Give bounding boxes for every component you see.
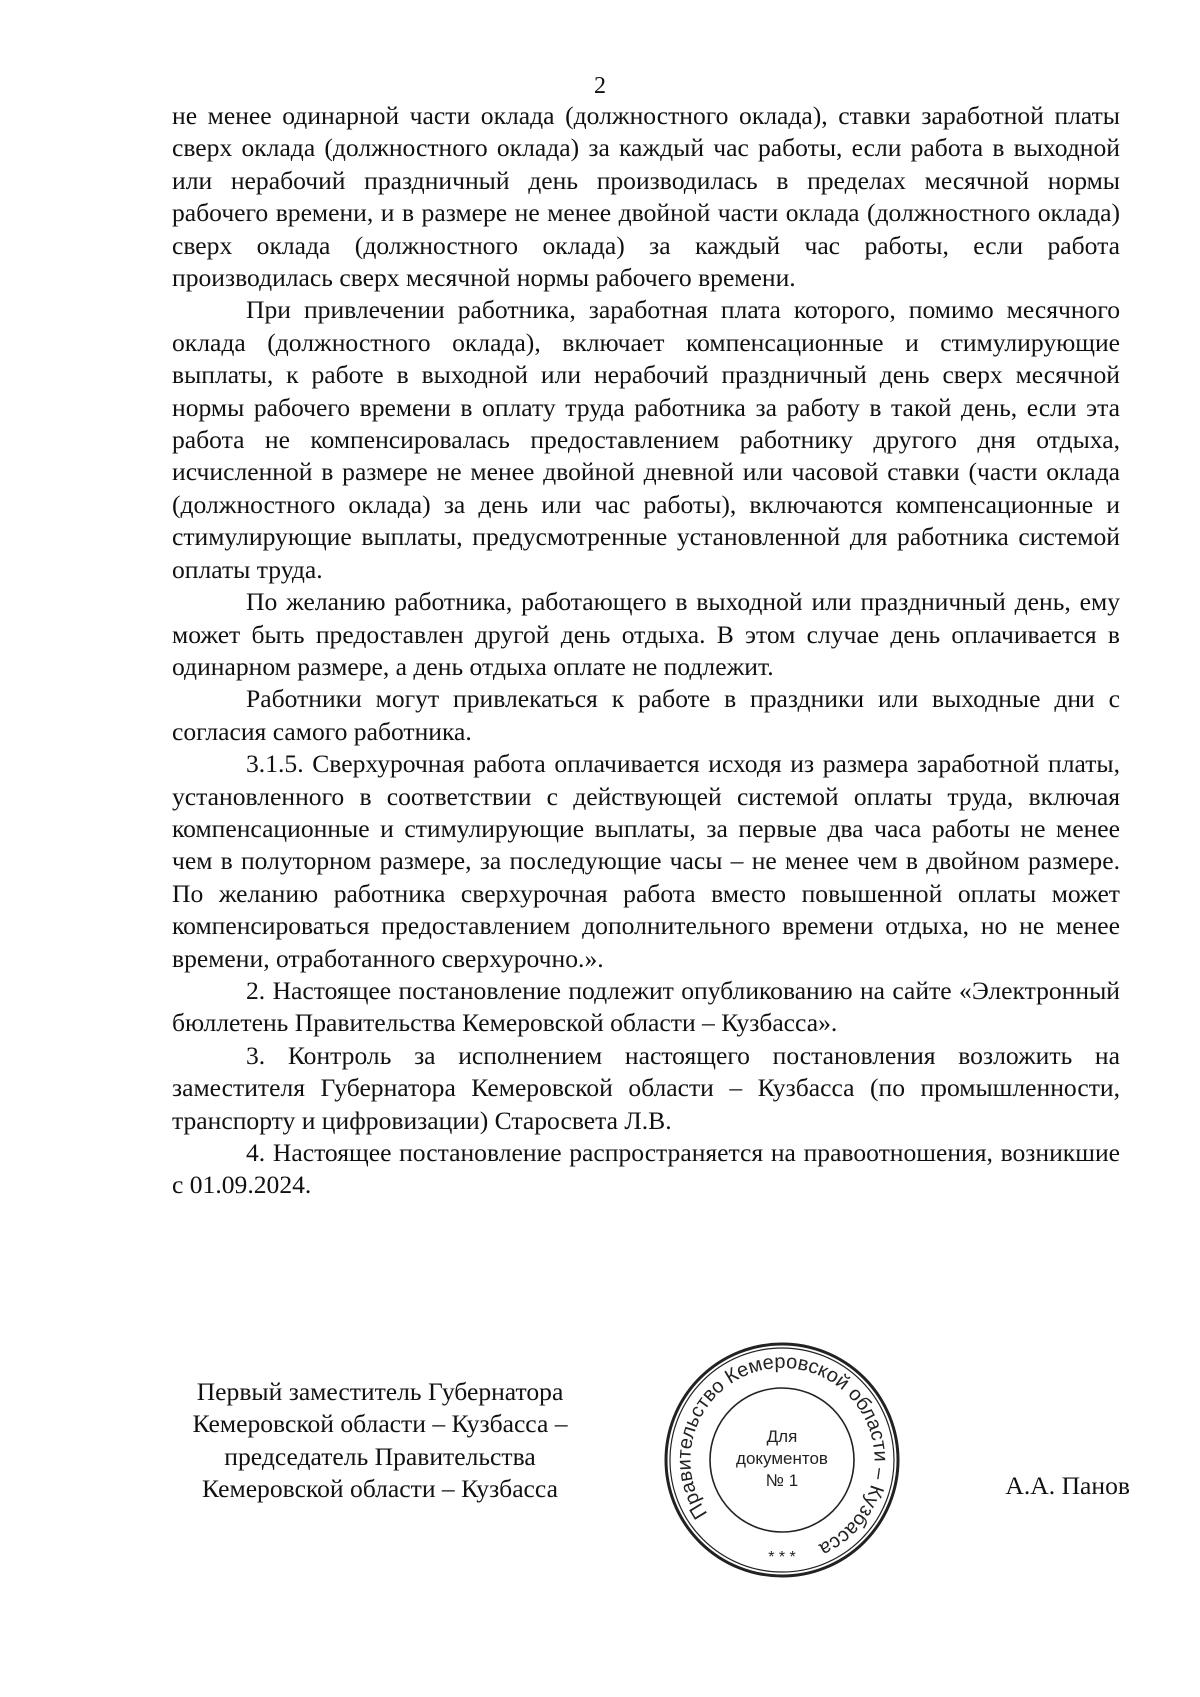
seal-bottom-mark: * * * [768,1549,796,1566]
seal-center-line: документов [736,1449,828,1468]
seal-center-line: Для [766,1427,798,1446]
paragraph-control: 3. Контроль за исполнением настоящего постановления возложить на заместителя Губернатора Кемеровской области – Кузбасса (по промышленности, транспорту и цифровизации) Старосвета Л.В. [172,1040,1120,1135]
paragraph-compensation-payments: При привлечении работника, заработная плата которого, помимо месячного оклада (должностного оклада), включает компенсационные и стимулирующие выплаты, к работе в выходной или нерабочий праздничный день сверх месячной нормы рабочего времени в оплату труда работника за работу в такой день, если эта работа не компенсировалась предоставлением работнику другого дня отдыха, исчисленной в размере не менее двойной дневной или часовой ставки (части оклада (должностного оклада) за день или час работы), включаются компенсационные и стимулирующие выплаты, предусмотренные установленной для работника системой оплаты труда. [172,295,1120,584]
page-number: 2 [594,73,606,99]
seal-ring-text: Правительство Кемеровской области – Кузбасса [673,1350,892,1561]
document-body [172,100,1120,1202]
official-seal [662,1340,902,1580]
signatory-position-line: Кемеровской области – Кузбасса [202,1474,558,1504]
seal-center-text [662,1426,902,1492]
signatory-position [160,1376,600,1506]
paragraph-day-off-option: По желанию работника, работающего в выходной или праздничный день, ему может быть предоставлен другой день отдыха. В этом случае день оплачивается в одинарном размере, а день отдыха оплате не подлежит. [172,587,1120,681]
paragraph-continuation: не менее одинарной части оклада (должностного оклада), ставки заработной платы сверх оклада (должностного оклада) за каждый час работы, если работа в выходной или нерабочий праздничный день производилась в пределах месячной нормы рабочего времени, и в размере не менее двойной части оклада (должностного оклада) сверх оклада (должностного оклада) за каждый час работы, если работа производилась сверх месячной нормы рабочего времени. [172,101,1120,293]
signatory-position-line: Первый заместитель Губернатора [196,1377,564,1406]
signatory-name: А.А. Панов [1005,1471,1130,1500]
signatory-position-line: председатель Правительства [224,1441,536,1471]
paragraph-overtime: 3.1.5. Сверхурочная работа оплачивается исходя из размера заработной платы, установленного в соответствии с действующей системой оплаты труда, включая компенсационные и стимулирующие выплаты, за первые два часа работы не менее чем в полуторном размере, за последующие часы – не менее чем в двойном размере. По желанию работника сверхурочная работа вместо повышенной оплаты может компенсироваться предоставлением дополнительного времени отдыха, но не менее времени, отработанного сверхурочно.». [172,749,1120,973]
paragraph-effective-date: 4. Настоящее постановление распространяется на правоотношения, возникшие с 01.09.2024. [172,1138,1120,1200]
seal-center-line: № 1 [765,1471,799,1490]
paragraph-consent: Работники могут привлекаться к работе в праздники или выходные дни с согласия самого работника. [172,684,1120,746]
signatory-position-line: Кемеровской области – Кузбасса – [192,1409,568,1439]
paragraph-publication: 2. Настоящее постановление подлежит опубликованию на сайте «Электронный бюллетень Правительства Кемеровской области – Кузбасса». [172,975,1120,1038]
